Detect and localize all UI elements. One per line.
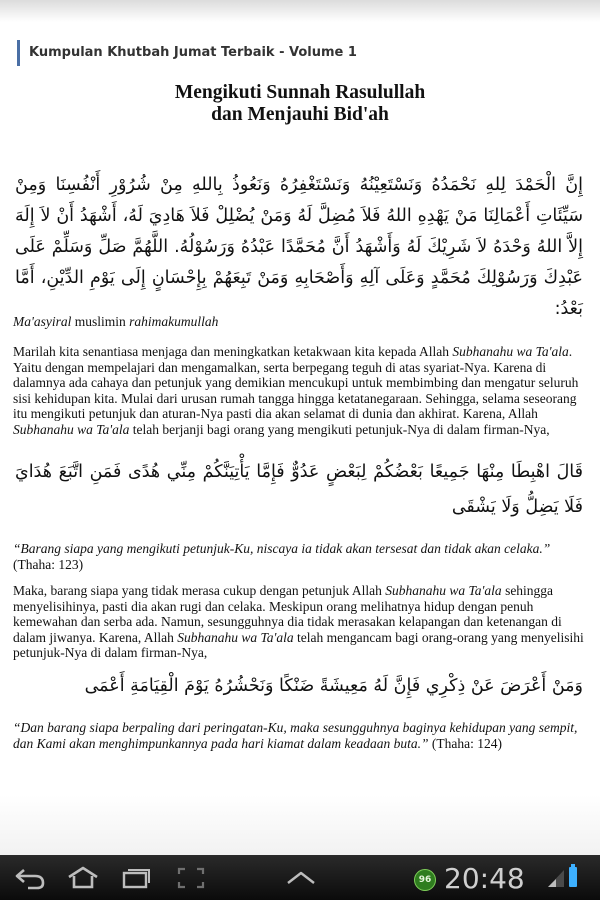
- translation-quote-1: [13, 541, 586, 572]
- quote-2-reference: (Thaha: 124): [428, 735, 502, 751]
- back-icon[interactable]: [14, 865, 46, 891]
- home-icon[interactable]: [66, 865, 100, 891]
- paragraph-1: [13, 344, 586, 438]
- paragraph-2-italic-a: Subhanahu wa Ta'ala: [385, 583, 502, 598]
- page-bottom-shadow: [0, 795, 600, 855]
- page-top-shadow: [0, 0, 600, 22]
- paragraph-1-text-c: telah berjanji bagi orang yang mengikuti petunjuk-Nya di dalam firman-Nya,: [129, 421, 550, 437]
- signal-icon: [547, 868, 565, 893]
- battery-icon: [569, 867, 577, 887]
- translation-quote-2: [13, 720, 586, 751]
- quote-1-text: “Barang siapa yang mengikuti petunjuk-Ku, niscaya ia tidak akan tersesat dan tidak akan celaka.”: [13, 541, 551, 556]
- notification-badge[interactable]: 96: [414, 869, 436, 891]
- paragraph-1-text-b: . Yaitu dengan mempelajari dan mengamalkan, serta berpegang teguh di atas syariat-Nya. Karena di dalamnya ada cahaya dan petunjuk yang demikian mencukupi untuk membimbing dan mengatur seluruh sisi kehidupan kita. Mulai dari urusan rumah tangga hingga ketatanegaraan. Sehingga, selama seseorang itu mengikuti petunjuk dan aturan-Nya pasti dia akan selamat di dunia dan akhirat. Karena, Allah: [13, 344, 579, 422]
- book-header-title: Kumpulan Khutbah Jumat Terbaik - Volume 1: [29, 45, 357, 60]
- recent-apps-icon[interactable]: [120, 865, 152, 891]
- paragraph-1-text-a: Marilah kita senantiasa menjaga dan meningkatkan ketakwaan kita kepada Allah: [13, 344, 453, 359]
- greeting-text: muslimin: [71, 314, 130, 329]
- quote-1-reference: (Thaha: 123): [13, 556, 84, 572]
- paragraph-2-text-c: telah mengancam bagi orang-orang yang menyelisihi petunjuk-Nya di dalam firman-Nya,: [13, 629, 584, 661]
- paragraph-2-text-b: sehingga menyelisihinya, pasti dia akan rugi dan celaka. Meskipun orang melihatnya hidup dengan penuh kemewahan dan serba ada. Namun, sesungguhnya dia tidak merasakan kelapangan dan ketenangan di dalam jiwanya. Karena, Allah: [13, 583, 562, 645]
- paragraph-2: [13, 583, 586, 661]
- paragraph-2-italic-b: Subhanahu wa Ta'ala: [177, 629, 294, 645]
- greeting: [13, 314, 586, 330]
- arabic-opening-text: إِنَّ الْحَمْدَ لِلهِ نَحْمَدُهُ وَنَسْتَعِيْنُهُ وَنَسْتَغْفِرُهُ وَنَعُوذُ بِاللهِ مِنْ شُرُوْرِ أَنْفُسِنَا وَمِنْ سَيِّئَاتِ أَعْمَالِنَا مَنْ يَهْدِهِ اللهُ فَلاَ مُضِلَّ لَهُ وَمَنْ يُضْلِلْ فَلاَ هَادِيَ لَهُ، أَشْهَدُ أَنْ لاَ إِلَهَ إِلاَّ اللهُ وَحْدَهُ لاَ شَرِيْكَ لَهُ وَأَشْهَدُ أَنَّ مُحَمَّدًا عَبْدُهُ وَرَسُوْلُهُ. اللَّهُمَّ صَلِّ وَسَلِّمْ عَلَى عَبْدِكَ وَرَسُوْلِكَ مُحَمَّدٍ وَعَلَى آلِهِ وَأَصْحَابِهِ وَمَنْ تَبِعَهُمْ بِإِحْسَانٍ إِلَى يَوْمِ الدِّيْنِ، أَمَّا بَعْدُ:: [15, 175, 583, 319]
- book-header: [17, 40, 357, 66]
- quote-2-text: “Dan barang siapa berpaling dari peringatan-Ku, maka sesungguhnya baginya kehidupan yang sempit, dan Kami akan menghimpunkannya pada hari kiamat dalam keadaan buta.”: [13, 720, 578, 751]
- title-line-1: Mengikuti Sunnah Rasulullah: [174, 82, 426, 103]
- arabic-ayah-thaha-123: قَالَ اهْبِطَا مِنْهَا جَمِيعًا بَعْضُكُمْ لِبَعْضٍ عَدُوٌّ فَإِمَّا يَأْتِيَنَّكُمْ مِنِّي هُدًى فَمَنِ اتَّبَعَ هُدَايَ فَلَا يَضِلُّ وَلَا يَشْقَى: [15, 462, 583, 517]
- screenshot-icon[interactable]: [176, 865, 206, 891]
- title-line-2: dan Menjauhi Bid'ah: [211, 104, 389, 125]
- status-clock: 20:48: [444, 862, 525, 895]
- paragraph-1-italic-b: Subhanahu wa Ta'ala: [13, 421, 130, 437]
- greeting-italic-1: Ma'asyiral: [13, 314, 72, 329]
- paragraph-2-text-a: Maka, barang siapa yang tidak merasa cukup dengan petunjuk Allah: [13, 583, 386, 598]
- menu-up-icon[interactable]: [284, 865, 318, 891]
- arabic-ayah-thaha-124: وَمَنْ أَعْرَضَ عَنْ ذِكْرِي فَإِنَّ لَهُ مَعِيشَةً ضَنْكًا وَنَحْشُرُهُ يَوْمَ الْقِيَامَةِ أَعْمَى: [84, 676, 583, 696]
- greeting-italic-2: rahimakumullah: [129, 314, 219, 329]
- paragraph-1-italic-a: Subhanahu wa Ta'ala: [452, 344, 569, 359]
- page-title: [0, 82, 600, 126]
